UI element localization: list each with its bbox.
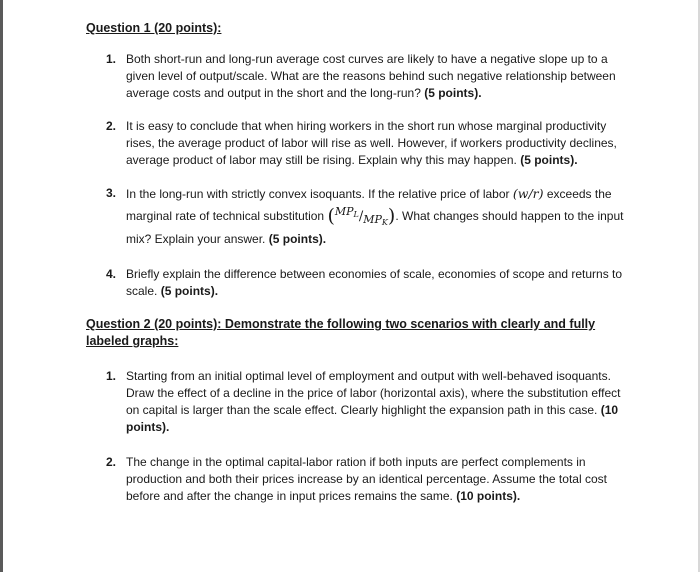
item-points: (10 points). — [456, 489, 521, 503]
item-text: Briefly explain the difference between economies of scale, economies of scope and returns to scale. — [126, 267, 623, 298]
item-text: The change in the optimal capital-labor ration if both inputs are perfect complements in production and both their prices increase by an identical percentage. Assume the total cost before and after the change in input prices remains the same. — [126, 455, 607, 503]
item-points: (5 points). — [424, 86, 482, 100]
question-2-heading: Question 2 (20 points): Demonstrate the following two scenarios with clearly and fully labeled graphs: — [86, 317, 596, 348]
question-1-item-1 — [86, 51, 626, 102]
question-2-item-1 — [86, 368, 626, 436]
mpk-subscript: K — [381, 218, 388, 227]
item-text: Starting from an initial optimal level of employment and output with well-behaved isoquants. Draw the effect of a decline in the price of labor (horizontal axis), where the substitution effect on capital is larger than the scale effect. Clearly highlight the expansion path in this case. — [126, 369, 621, 417]
item-points: (5 points). — [268, 232, 327, 246]
item-points: (5 points). — [520, 153, 578, 167]
item-text: It is easy to conclude that when hiring workers in the short run whose marginal productivity rises, the average product of labor will rise as well. However, if workers productivity declines, average product of labor may still be rising. Explain why this may happen. — [126, 119, 617, 167]
mpl-subscript: L — [353, 210, 359, 219]
question-1-heading: Question 1 (20 points): — [86, 21, 222, 35]
question-2-list — [86, 368, 626, 505]
item-points: (5 points). — [160, 284, 219, 298]
question-1-item-3 — [86, 185, 626, 248]
relative-price-expression: (w/r) — [512, 186, 544, 201]
item-number: 2. — [106, 455, 117, 469]
mpl-label: MP — [334, 205, 354, 218]
item-number: 3. — [106, 186, 117, 200]
mrts-fraction: $(MP_L/MP_K)$ — [327, 205, 396, 227]
question-1-item-2 — [86, 118, 626, 169]
item-number: 1. — [106, 369, 117, 383]
item-text: Both short-run and long-run average cost curves are likely to have a negative slope up to a given level of output/scale. What are the reasons behind such negative relationship between average costs and output in the short and the long-run? — [126, 52, 616, 100]
item-text-a: In the long-run with strictly convex isoquants. If the relative price of labor — [126, 187, 510, 201]
item-text-c: . What changes should happen to the input mix? Explain your answer. — [126, 209, 624, 246]
item-text-b: exceeds the marginal rate of technical substitution — [126, 187, 612, 223]
item-number: 1. — [106, 52, 117, 66]
page-left-edge — [0, 0, 3, 572]
question-2-item-2 — [86, 454, 626, 505]
question-1-item-4 — [86, 266, 626, 300]
question-1-list — [86, 51, 626, 300]
item-number: 2. — [106, 119, 117, 133]
document-page — [86, 20, 626, 523]
item-points: (10 points). — [126, 403, 619, 434]
item-number: 4. — [106, 267, 117, 281]
mpk-label: MP — [363, 213, 382, 226]
